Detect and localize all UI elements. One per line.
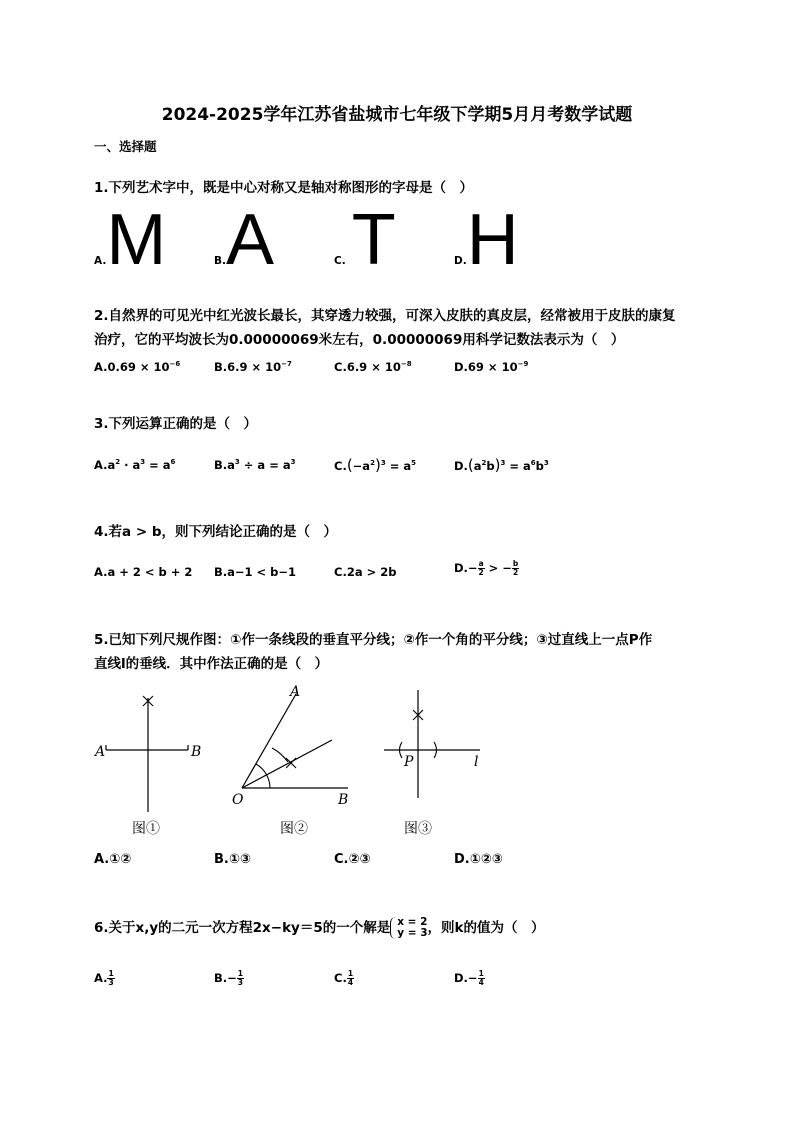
q6-option-d: D.− $\frac{1}{4}$ [454,969,484,987]
question-1-stem: 1.下列艺术字中，既是中心对称又是轴对称图形的字母是（ ） [94,180,474,196]
question-5-line-1: 5.已知下列尺规作图：①作一条线段的垂直平分线；②作一个角的平分线；③过直线上一点P作 [94,632,653,648]
question-2-line-1: 2.自然界的可见光中红光波长最长，其穿透力较强，可深入皮肤的真皮层，经常被用于皮肤的康复 [94,308,676,324]
letter-m: M [106,200,167,280]
option-label: D. [454,255,467,267]
q4-option-b: B.a−1 < b−1 [214,565,297,579]
label-a: A [95,744,106,760]
letter-h: H [466,200,519,280]
letter-t: T [351,200,396,280]
q5-option-b: B.①③ [214,852,251,867]
q6-option-c: C. $\frac{1}{4}$ [334,969,354,987]
label-p: P [404,754,414,770]
q3-option-a: $A.a^2 \cdot a^3 = a^6$ [94,458,176,472]
q5-option-c: C.②③ [334,852,371,867]
option-label: A. [94,255,107,267]
q2-option-a: $A.0.69 \times 10^{-6}$ [94,360,181,374]
label-b: B [338,792,349,808]
figure-3-perpendicular-through-point [380,688,490,808]
figure-2-angle-bisector [228,682,358,812]
question-2-line-2: 治疗，它的平均波长为0.00000069米左右，0.00000069用科学记数法表示为（ ） [94,332,625,348]
question-6-stem: 6.关于x,y的二元一次方程2x−ky＝5的一个解是 x = 2 y = 3 ，则k的值为（ ） [94,916,545,939]
question-5-line-2: 直线l的垂线．其中作法正确的是（ ） [94,656,329,672]
label-l: l [474,754,479,770]
figure-1-caption: 图① [132,821,160,837]
option-label: B. [214,255,226,267]
page-title: 2024-2025学年江苏省盐城市七年级下学期5月月考数学试题 [161,105,633,125]
q1-option-a [94,200,167,280]
letter-a: A [226,200,275,280]
q4-option-d: D.− $\frac{a}{2}$ > − $\frac{b}{2}$ [454,559,519,577]
label-b: B [191,744,202,760]
cross-mark [286,758,296,768]
equation-system: x = 2 y = 3 [390,917,427,939]
q1-option-b [214,200,275,280]
q1-option-c [334,200,396,280]
q4-option-c: C.2a > 2b [334,565,397,579]
question-4-stem: 4.若a > b，则下列结论正确的是（ ） [94,524,338,540]
label-a: A [290,684,301,700]
arc [256,764,270,788]
q2-option-c: $C.6.9 \times 10^{-8}$ [334,360,412,374]
figure-1-perpendicular-bisector [92,688,212,818]
figure-3-caption: 图③ [404,821,432,837]
arc [272,748,288,762]
q5-option-a: A.①② [94,852,132,867]
label-o: O [232,792,244,808]
q4-option-a: A.a + 2 < b + 2 [94,565,193,579]
figure-2-caption: 图② [280,821,308,837]
q3-option-c: $C.(-a^2)^3 = a^5$ [334,456,416,474]
q3-option-d: $D.(a^2b)^3 = a^6b^3$ [454,456,549,474]
question-3-stem: 3.下列运算正确的是（ ） [94,416,258,432]
q2-option-d: $D.69 \times 10^{-9}$ [454,360,529,374]
section-heading: 一、选择题 [94,139,157,154]
q2-option-b: $B.6.9 \times 10^{-7}$ [214,360,292,374]
option-label: C. [334,255,346,267]
q5-option-d: D.①②③ [454,852,503,867]
q6-option-a: A. $\frac{1}{3}$ [94,969,114,987]
q6-option-b: B.− $\frac{1}{3}$ [214,969,243,987]
q1-option-d [454,200,519,280]
q3-option-b: $B.a^3 \div a = a^3$ [214,458,296,472]
